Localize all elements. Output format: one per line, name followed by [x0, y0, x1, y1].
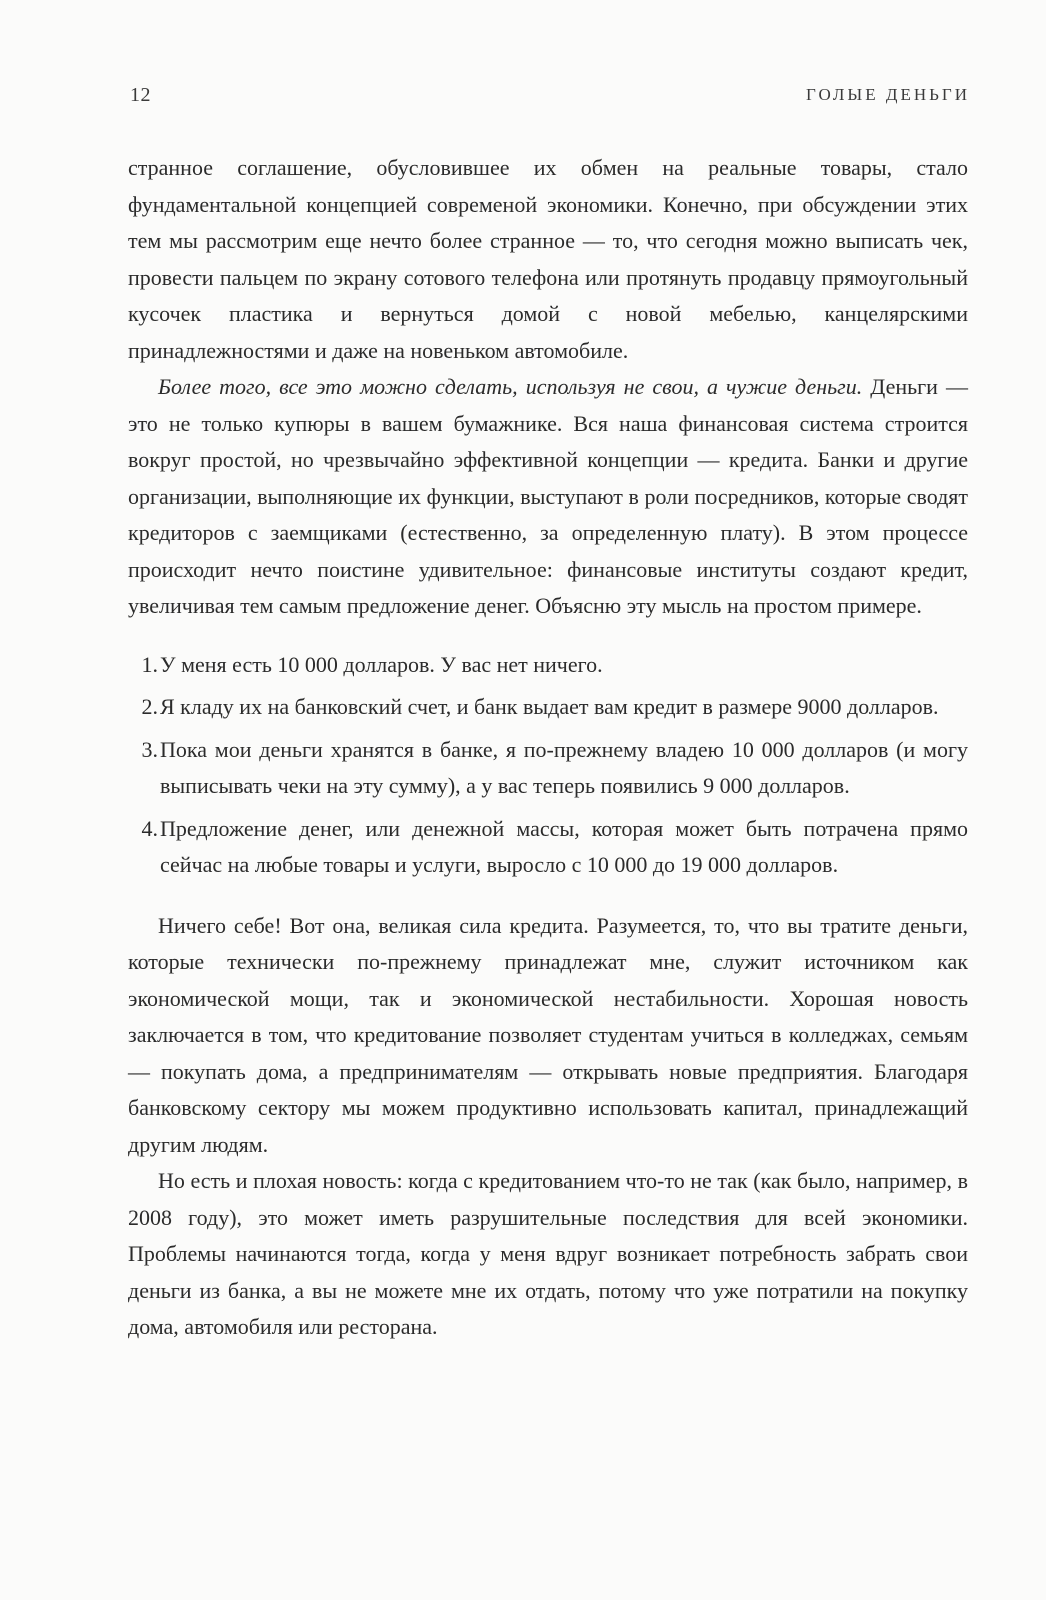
list-number: 1.: [141, 651, 158, 677]
list-number: 2.: [141, 694, 158, 719]
list-number: 4.: [141, 815, 158, 841]
page-number: 12: [130, 83, 151, 106]
list-item: [128, 811, 968, 884]
paragraph: [128, 369, 968, 625]
list-item-text: Предложение денег, или денежной массы, которая может быть потрачена прямо сейчас на любые товары и услуги, выросло с 10 000 до 19 000 долларов.: [160, 815, 968, 877]
list-item: [128, 689, 968, 726]
italic-lead: Более того, все это можно сделать, используя не свои, а чужие деньги.: [158, 374, 863, 399]
page-body: [128, 150, 968, 1346]
running-title: ГОЛЫЕ ДЕНЬГИ: [806, 85, 970, 104]
list-item: [128, 647, 968, 684]
paragraph-text: Деньги — это не только купюры в вашем бумажнике. Вся наша финансовая система строится вокруг простой, но чрезвычайно эффективной концепции — кредита. Банки и другие организации, выполняющие их функции, выступают в роли посредников, которые сводят кредиторов с заемщиками (естественно, за определенную плату). В этом процессе происходит нечто поистине удивительное: финансовые институты создают кредит, увеличивая тем самым предложение денег. Объясню эту мысль на простом примере.: [128, 374, 968, 618]
paragraph: странное соглашение, обусловившее их обмен на реальные товары, стало фундаментальной концепцией современой экономики. Конечно, при обсуждении этих тем мы рассмотрим еще нечто более странное — то, что сегодня можно выписать чек, провести пальцем по экрану сотового телефона или протянуть продавцу прямоугольный кусочек пластика и вернуться домой с новой мебелью, канцелярскими принадлежностями и даже на новеньком автомобиле.: [128, 155, 968, 363]
list-item-text: Я кладу их на банковский счет, и банк выдает вам кредит в размере 9000 долларов.: [160, 694, 939, 719]
running-header: [130, 80, 970, 110]
list-item: [128, 732, 968, 805]
numbered-list: [128, 647, 968, 884]
list-item-text: Пока мои деньги хранятся в банке, я по-прежнему владею 10 000 долларов (и могу выписывать чеки на эту сумму), а у вас теперь появились 9 000 долларов.: [160, 736, 968, 798]
paragraph: Но есть и плохая новость: когда с кредитованием что-то не так (как было, например, в 2008 году), это может иметь разрушительные последствия для всей экономики. Проблемы начинаются тогда, когда у меня вдруг возникает потребность забрать свои деньги из банка, а вы не можете мне их отдать, потому что уже потратили на покупку дома, автомобиля или ресторана.: [128, 1168, 968, 1339]
list-item-text: У меня есть 10 000 долларов. У вас нет ничего.: [160, 651, 603, 677]
paragraph: Ничего себе! Вот она, великая сила кредита. Разумеется, то, что вы тратите деньги, которые технически по-прежнему принадлежат мне, служит источником как экономической мощи, так и экономической нестабильности. Хорошая новость заключается в том, что кредитование позволяет студентам учиться в колледжах, семьям — покупать дома, а предпринимателям — открывать новые предприятия. Благодаря банковскому сектору мы можем продуктивно использовать капитал, принадлежащий другим людям.: [128, 912, 968, 1157]
list-number: 3.: [141, 736, 158, 762]
